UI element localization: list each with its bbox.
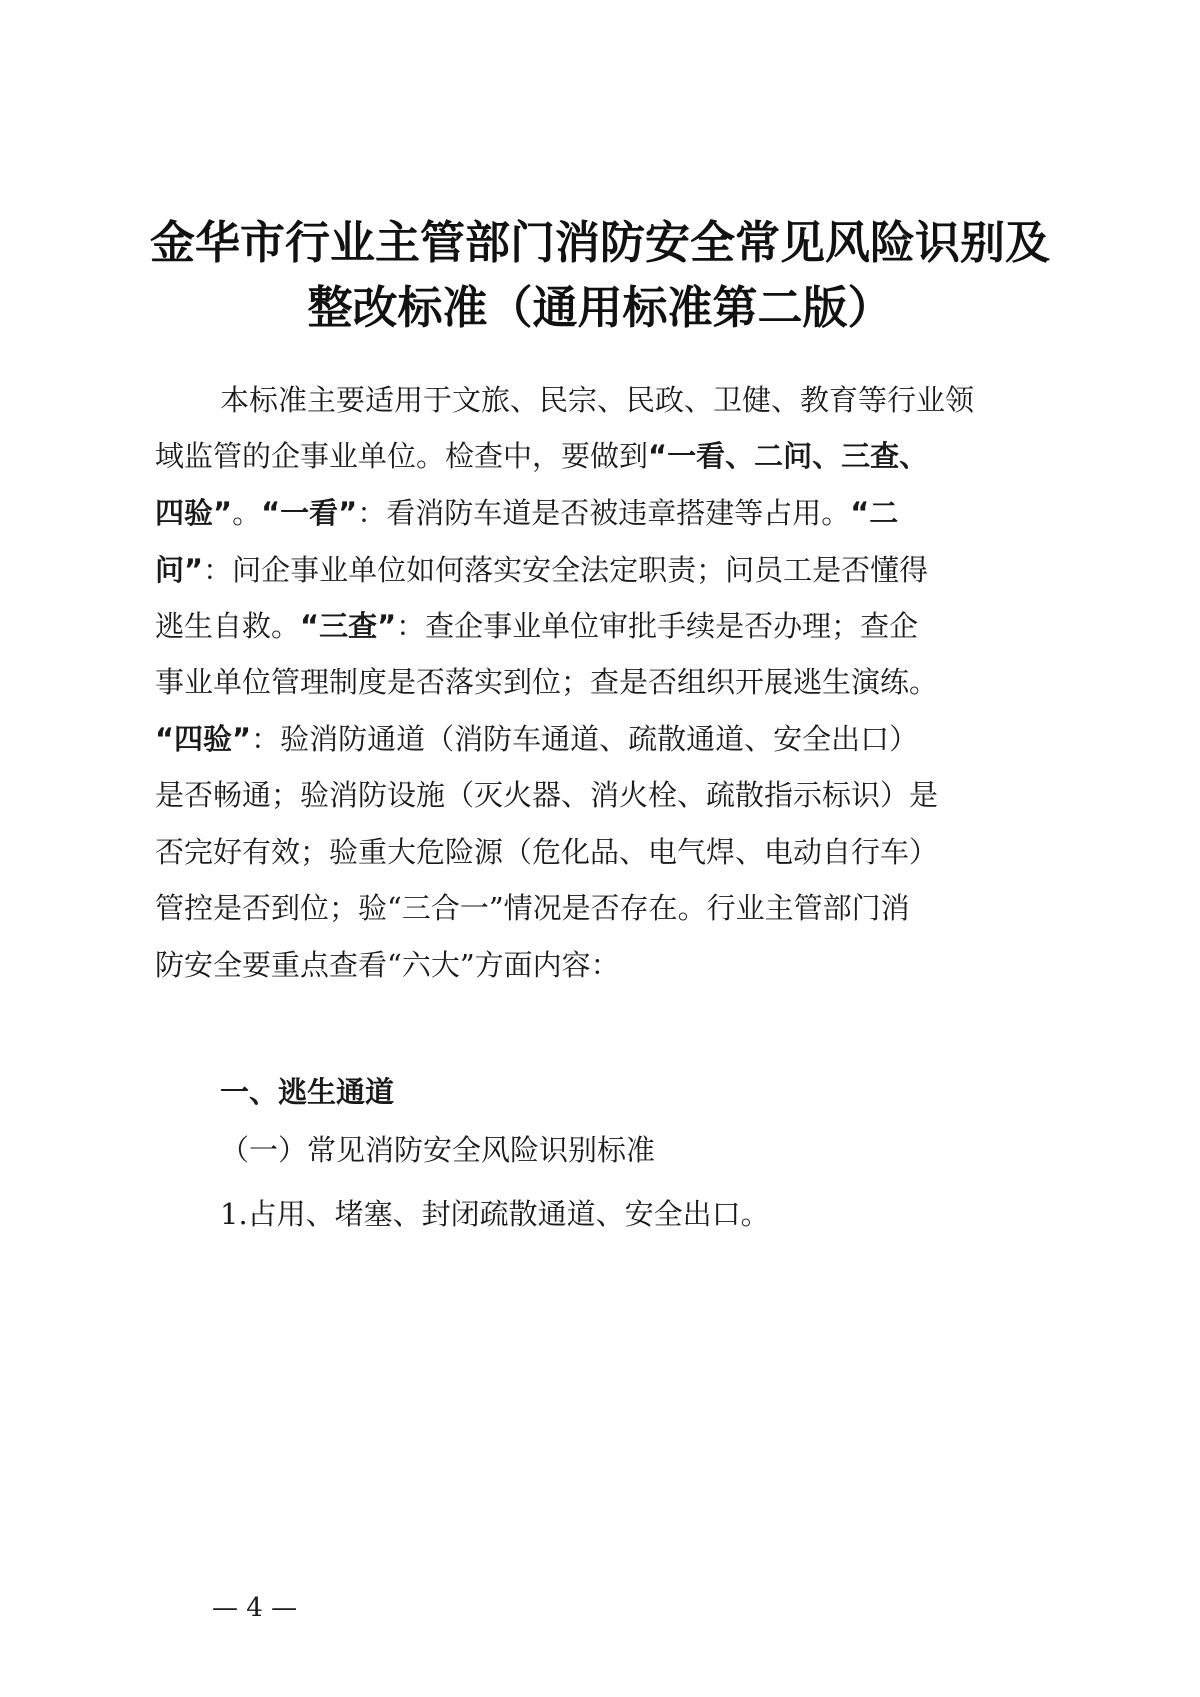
paragraph-line [155, 550, 928, 590]
paragraph-emphasis: “三查” [300, 609, 397, 643]
paragraph-text: 。 [232, 496, 262, 530]
paragraph-emphasis: “一看” [261, 496, 358, 530]
paragraph-line [155, 436, 928, 476]
page-number: — 4 — [212, 1593, 298, 1623]
paragraph-emphasis: “四验” [155, 722, 252, 756]
paragraph-text: ：问企事业单位如何落实安全法定职责；问员工是否懂得 [203, 553, 929, 587]
paragraph-line: 否完好有效；验重大危险源（危化品、电气焊、电动自行车） [155, 835, 939, 869]
paragraph-emphasis: 四验” [155, 496, 233, 530]
paragraph-line: 本标准主要适用于文旅、民宗、民政、卫健、教育等行业领 [220, 383, 975, 417]
paragraph-line [155, 719, 918, 759]
paragraph-line [155, 606, 918, 646]
document-title-line-2: 整改标准（通用标准第二版） [307, 281, 893, 334]
paragraph-line: 是否畅通；验消防设施（灭火器、消火栓、疏散指示标识）是 [155, 778, 939, 812]
paragraph-text: ：验消防通道（消防车通道、疏散通道、安全出口） [251, 722, 919, 756]
paragraph-text: 域监管的企事业单位。检查中，要做到 [155, 439, 649, 473]
paragraph-line: 管控是否到位；验“三合一”情况是否存在。行业主管部门消 [155, 891, 910, 925]
paragraph-text: ：查企事业单位审批手续是否办理；查企 [396, 609, 919, 643]
paragraph-emphasis: “二 [850, 496, 899, 530]
paragraph-line: 防安全要重点查看“六大”方面内容： [155, 948, 620, 982]
subsection-heading: （一）常见消防安全风险识别标准 [220, 1133, 656, 1167]
paragraph-emphasis: “一看、二问、三查、 [648, 439, 929, 473]
section-heading: 一、逃生通道 [220, 1075, 395, 1109]
paragraph-line: 事业单位管理制度是否落实到位；查是否组织开展逃生演练。 [155, 665, 939, 699]
document-title-line-1: 金华市行业主管部门消防安全常见风险识别及 [149, 216, 1050, 269]
paragraph-line [155, 493, 898, 533]
paragraph-text: 逃生自救。 [155, 609, 301, 643]
paragraph-emphasis: 问” [155, 553, 204, 587]
paragraph-text: ：看消防车道是否被违章搭建等占用。 [357, 496, 851, 530]
list-item: 1.占用、堵塞、封闭疏散通道、安全出口。 [220, 1197, 770, 1231]
